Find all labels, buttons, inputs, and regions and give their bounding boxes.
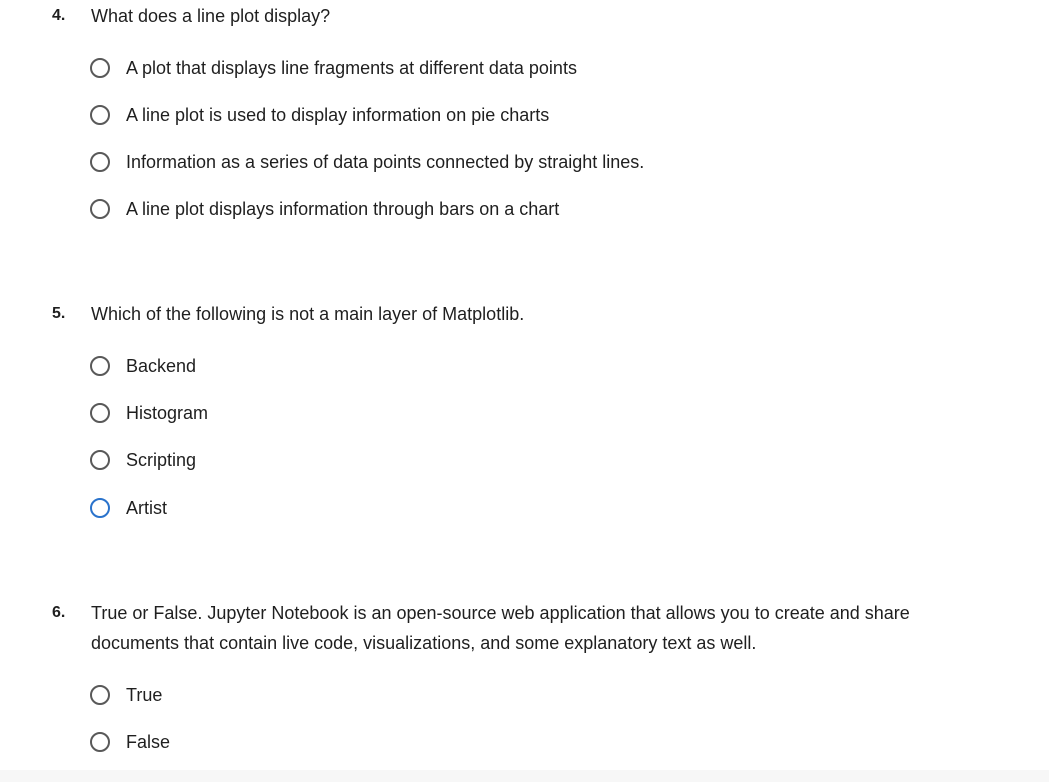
- q4-option-3[interactable]: [90, 147, 644, 177]
- radio-button[interactable]: [90, 199, 110, 219]
- question-number: 5.: [52, 305, 66, 322]
- q6-option-2[interactable]: [90, 727, 170, 757]
- radio-button[interactable]: [90, 152, 110, 172]
- option-label: True: [126, 685, 163, 705]
- q4-option-2[interactable]: [90, 100, 549, 130]
- q6-option-1[interactable]: [90, 680, 162, 710]
- q5-option-2[interactable]: [90, 398, 208, 428]
- radio-button[interactable]: [90, 356, 110, 376]
- q4-option-4[interactable]: [90, 194, 559, 224]
- radio-button[interactable]: [90, 685, 110, 705]
- radio-button-focused[interactable]: [90, 498, 110, 518]
- question-text: What does a line plot display?: [91, 6, 331, 26]
- question-number: 6.: [52, 604, 66, 621]
- option-label: A plot that displays line fragments at different data points: [126, 58, 577, 78]
- radio-button[interactable]: [90, 58, 110, 78]
- radio-button[interactable]: [90, 105, 110, 125]
- option-label: A line plot is used to display information on pie charts: [126, 105, 550, 125]
- q5-option-4[interactable]: [90, 493, 167, 523]
- q5-option-3[interactable]: [90, 445, 196, 475]
- q4-option-1[interactable]: [90, 53, 577, 83]
- radio-button[interactable]: [90, 732, 110, 752]
- question-text: True or False. Jupyter Notebook is an open-source web application that allows you to create and share documents that contain live code, visualizations, and some explanatory text as well.: [91, 603, 910, 653]
- option-label: Artist: [126, 498, 168, 518]
- question-text: Which of the following is not a main layer of Matplotlib.: [91, 304, 525, 324]
- option-label: A line plot displays information through bars on a chart: [126, 199, 560, 219]
- q5-option-1[interactable]: [90, 351, 196, 381]
- radio-button[interactable]: [90, 450, 110, 470]
- option-label: Backend: [126, 356, 197, 376]
- option-label: False: [126, 732, 171, 752]
- option-label: Scripting: [126, 450, 197, 470]
- option-label: Information as a series of data points connected by straight lines.: [126, 152, 645, 172]
- page-bottom-edge: [0, 770, 1049, 782]
- radio-button[interactable]: [90, 403, 110, 423]
- question-number: 4.: [52, 7, 66, 24]
- option-label: Histogram: [126, 403, 209, 423]
